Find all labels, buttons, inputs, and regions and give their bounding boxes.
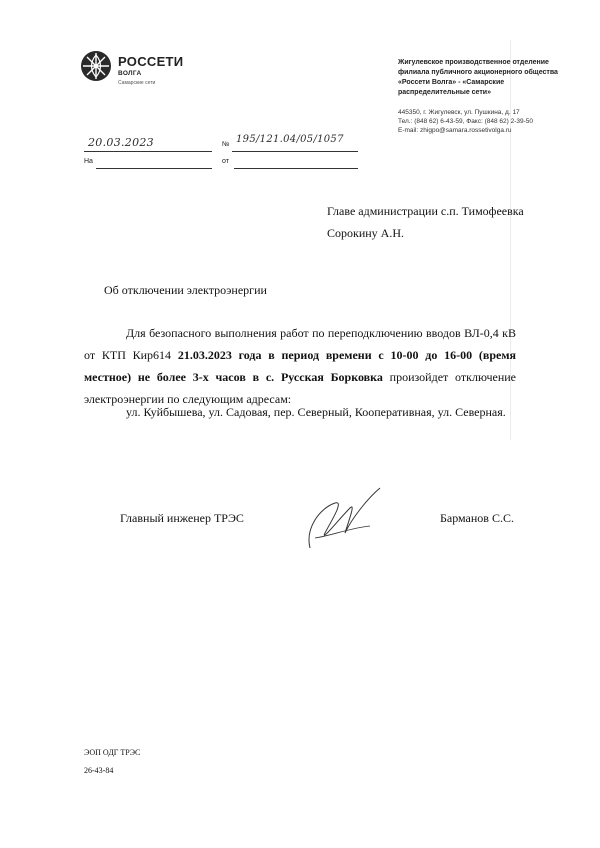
ot-label: от [222,158,229,165]
organization-block [398,58,568,135]
letter-subject: Об отключении электроэнергии [104,283,267,297]
number-label: № [222,141,230,148]
org-name-line: филиала публичного акционерного общества [398,69,558,76]
org-name-line: «Россети Волга» - «Самарские [398,79,505,86]
letter-body [84,322,516,410]
affected-addresses: ул. Куйбышева, ул. Садовая, пер. Северный, Кооперативная, ул. Северная. [126,405,506,419]
na-label: На [84,158,93,165]
handwritten-date: 20.03.2023 [88,136,154,149]
organization-contacts [398,108,568,135]
signatory-name: Барманов С.С. [440,511,514,525]
date-underline [84,151,212,152]
number-underline [232,151,358,152]
na-underline [96,168,212,169]
logo-sub-text: ВОЛГА [118,70,142,77]
address-line: 445350, г. Жигулевск, ул. Пушкина, д. 17 [398,109,520,116]
body-text-part1: Для безопасного выполнения работ по переподключению вводов ВЛ-0,4 кВ от КТП Кир614 [84,326,516,362]
executor-phone: 26-43-84 [84,766,114,775]
addressee-block [327,200,524,244]
executor-unit: ЭОП ОДГ ТРЭС [84,748,141,757]
executor-footer [84,744,140,780]
body-text-bold: 21.03.2023 года в период времени с 10-00 до 16-00 (время местное) не более 3-х часов в с. Русская Борковка [84,348,517,384]
logo-small-text: Самарские сети [118,80,156,86]
signatory-title: Главный инженер ТРЭС [120,511,244,525]
organization-name [398,58,568,98]
handwritten-signature [290,478,390,558]
rosseti-logo-icon [80,50,112,82]
body-text-part2: произойдет отключение электроэнергии по следующим адресам: [84,370,516,406]
logo-brand-text: РОССЕТИ [118,54,184,69]
org-name-line: распределительные сети» [398,89,491,96]
addressee-position: Главе администрации с.п. Тимофеевка [327,204,524,218]
phone-fax-line: Тел.: (848 62) 6-43-59, Факс: (848 62) 2-39-50 [398,118,534,125]
ot-underline [234,168,358,169]
email-line: E-mail: zhigpo@samara.rossetivolga.ru [398,127,512,134]
handwritten-number: 195/121.04/05/1057 [236,134,344,145]
company-logo [80,50,210,100]
addressee-name: Сорокину А.Н. [327,226,405,240]
org-name-line: Жигулевское производственное отделение [398,59,549,66]
